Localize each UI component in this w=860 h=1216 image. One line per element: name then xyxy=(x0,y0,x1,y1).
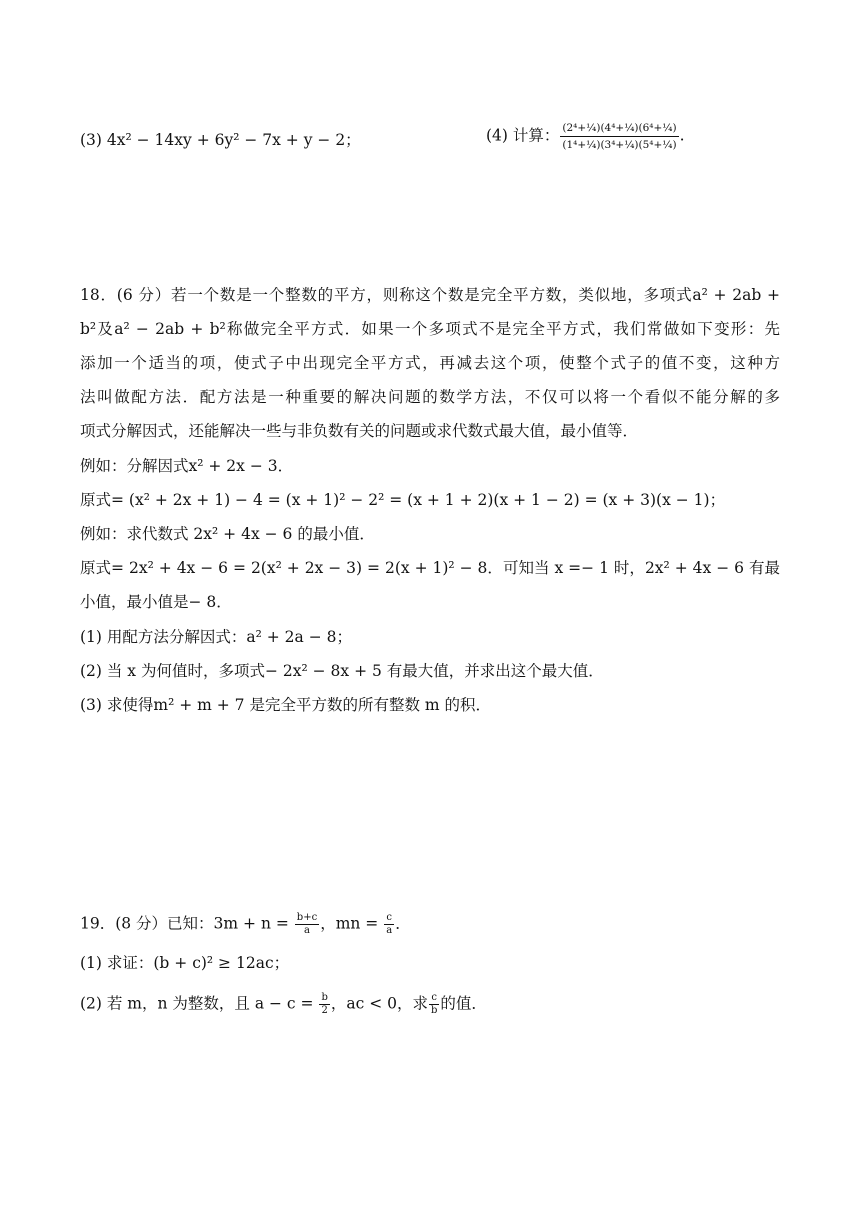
q19-mid: ，mn = xyxy=(320,914,384,933)
q19-fraction-3 xyxy=(319,992,329,1017)
q18-example-2-solution: 原式= 2x² + 4x − 6 = 2(x² + 2x − 3) = 2(x + 1)² − 8．可知当 x =− 1 时，2x² + 4x − 6 有最 xyxy=(80,559,780,577)
q19-fraction-3-den: 2 xyxy=(321,1005,328,1016)
q17-part4 xyxy=(486,120,685,153)
q18-line-2: b²及a² − 2ab + b²称做完全平方式．如果一个多项式不是完全平方式，我们常做如下变形：先 xyxy=(80,320,780,338)
q19-fraction-2-den: a xyxy=(386,925,393,936)
q19-fraction-2-num: c xyxy=(384,912,394,925)
q18-part1: (1) 用配方法分解因式：a² + 2a − 8； xyxy=(80,628,352,646)
q17-part4-denominator: (1⁴+¼)(3⁴+¼)(5⁴+¼) xyxy=(562,139,677,151)
q19-part2-c: 的值． xyxy=(440,994,487,1013)
q19-part1: (1) 求证：(b + c)² ≥ 12ac； xyxy=(80,954,290,972)
q19-fraction-4 xyxy=(429,992,439,1017)
q18-example-2-conclusion: 小值，最小值是− 8． xyxy=(80,593,232,611)
q19-fraction-1-num: b+c xyxy=(296,912,318,923)
q18-part3: (3) 求使得m² + m + 7 是完全平方数的所有整数 m 的积． xyxy=(80,696,492,714)
q17-part4-label: (4) 计算： xyxy=(486,126,560,145)
q19-fraction-2 xyxy=(384,912,394,937)
q17-part4-fraction xyxy=(560,120,678,153)
q18-line-1: 18．(6 分）若一个数是一个整数的平方，则称这个数是完全平方数，类似地，多项式a² + 2ab + xyxy=(80,286,780,304)
q19-part2 xyxy=(80,992,487,1017)
q19-part2-b: ，ac < 0，求 xyxy=(330,994,428,1013)
q19-fraction-1 xyxy=(295,912,319,937)
q18-line-5: 项式分解因式，还能解决一些与非负数有关的问题或求代数式最大值，最小值等． xyxy=(80,422,639,440)
q17-part4-numerator: (2⁴+¼)(4⁴+¼)(6⁴+¼) xyxy=(560,120,678,137)
q19-part2-a: (2) 若 m，n 为整数，且 a − c = xyxy=(80,994,319,1013)
q19-stem xyxy=(80,912,411,937)
q19-fraction-4-num: c xyxy=(429,992,439,1005)
q19-fraction-4-den: b xyxy=(430,1005,438,1016)
q19-fraction-1-den: a xyxy=(304,925,310,936)
q19-head: 19．(8 分）已知：3m + n = xyxy=(80,914,294,933)
q18-line-3: 添加一个适当的项，使式子中出现完全平方式，再减去这个项，使整个式子的值不变，这种方 xyxy=(80,354,780,372)
q18-example-1: 例如：分解因式x² + 2x − 3． xyxy=(80,457,294,475)
q17-part3: (3) 4x² − 14xy + 6y² − 7x + y − 2； xyxy=(80,131,361,149)
q17-part4-end: . xyxy=(679,126,685,145)
q19-end: ． xyxy=(395,914,411,933)
q18-example-2: 例如：求代数式 2x² + 4x − 6 的最小值． xyxy=(80,525,375,543)
q18-part2: (2) 当 x 为何值时，多项式− 2x² − 8x + 5 有最大值，并求出这个最大值． xyxy=(80,662,604,680)
q19-fraction-3-num: b xyxy=(321,992,328,1003)
q18-example-1-solution: 原式= (x² + 2x + 1) − 4 = (x + 1)² − 2² = (x + 1 + 2)(x + 1 − 2) = (x + 3)(x − 1)； xyxy=(80,491,726,509)
q18-line-4: 法叫做配方法．配方法是一种重要的解决问题的数学方法，不仅可以将一个看似不能分解的多 xyxy=(80,388,780,406)
